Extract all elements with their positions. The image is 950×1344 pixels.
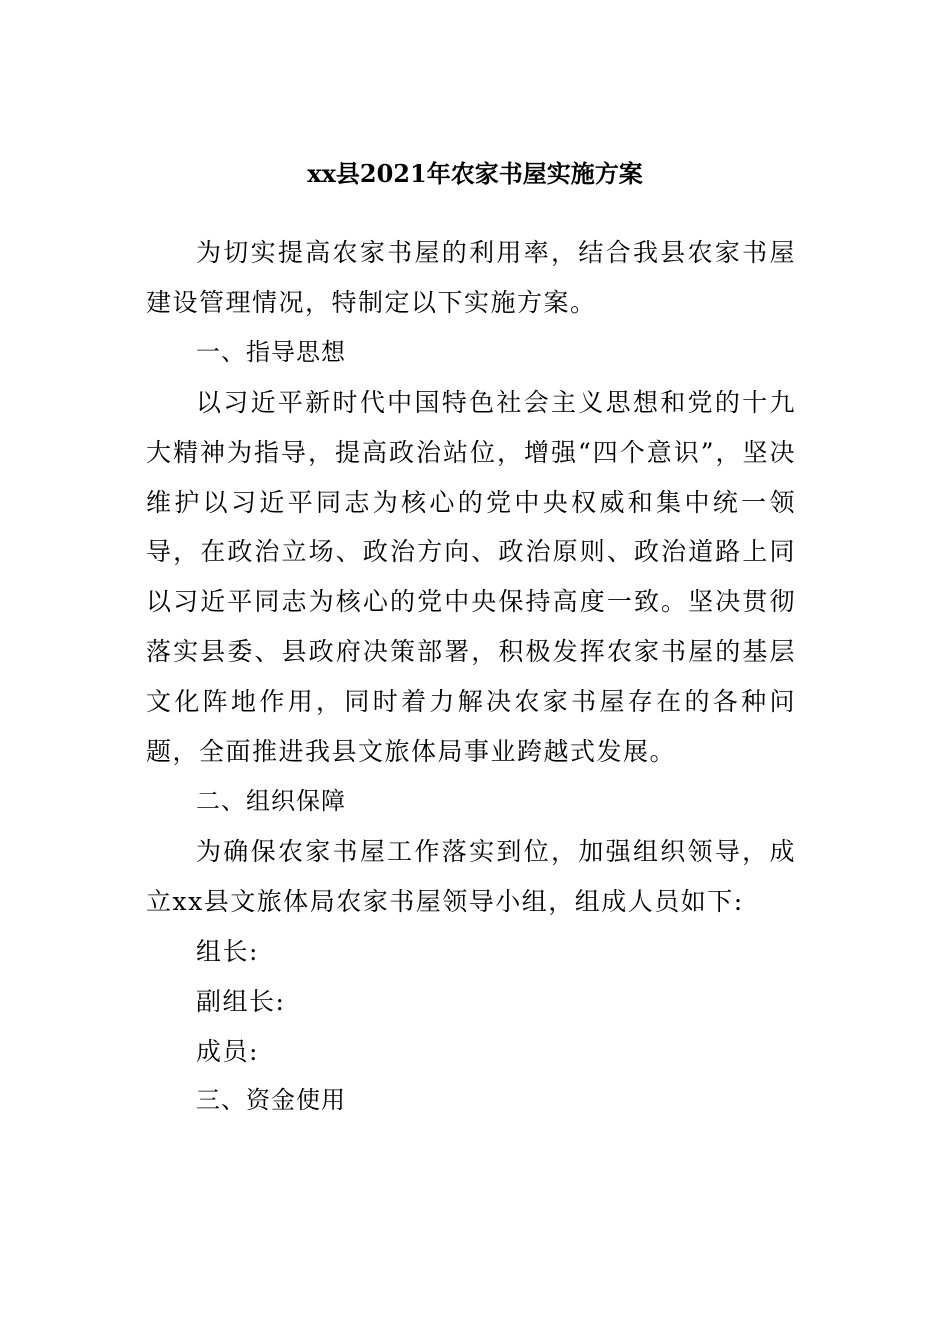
member-line-members: 成员:	[196, 1036, 259, 1066]
member-line-leader: 组长:	[196, 936, 259, 966]
section-paragraph-organization: 为确保农家书屋工作落实到位，加强组织领导，成立xx县文旅体局农家书屋领导小组，组成人员如下:	[146, 836, 796, 916]
section-paragraph-guiding-ideology: 以习近平新时代中国特色社会主义思想和党的十九大精神为指导，提高政治站位，增强“四个意识”，坚决维护以习近平同志为核心的党中央权威和集中统一领导，在政治立场、政治方向、政治原则、政治道路上同以习近平同志为核心的党中央保持高度一致。坚决贯彻落实县委、县政府决策部署，积极发挥农家书屋的基层文化阵地作用，同时着力解决农家书屋存在的各种问题，全面推进我县文旅体局事业跨越式发展。	[146, 387, 796, 767]
document-title: xx县2021年农家书屋实施方案	[307, 159, 643, 188]
section-heading-organization: 二、组织保障	[196, 786, 346, 815]
section-heading-guiding-ideology: 一、指导思想	[196, 337, 346, 366]
member-line-deputy-leader: 副组长:	[196, 986, 286, 1016]
intro-paragraph: 为切实提高农家书屋的利用率，结合我县农家书屋建设管理情况，特制定以下实施方案。	[146, 238, 796, 317]
document-body	[146, 228, 796, 1126]
section-heading-funding: 三、资金使用	[196, 1086, 346, 1115]
